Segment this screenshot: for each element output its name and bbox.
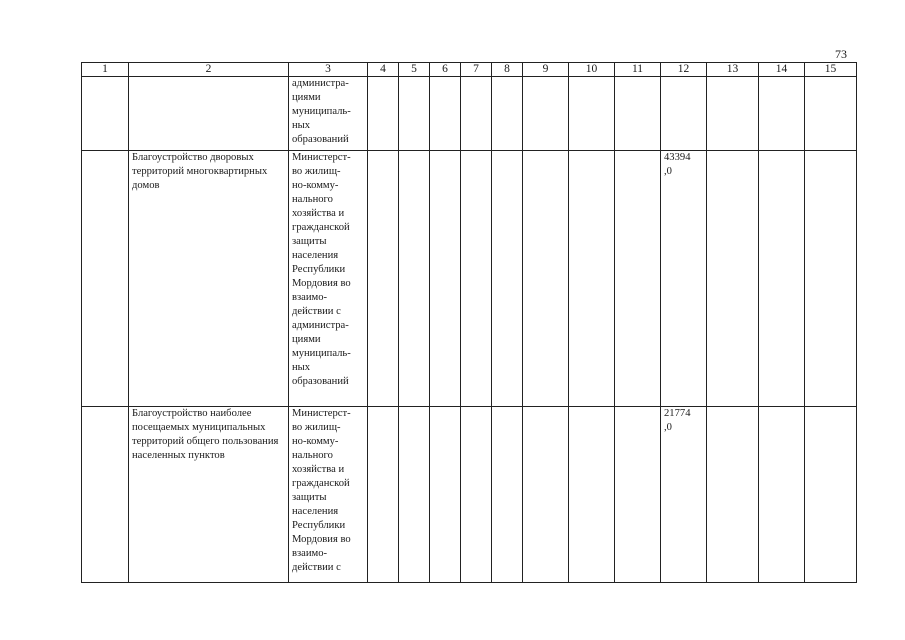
measure-name: Благоустройство наиболее посещаемых муниципальных территорий общего пользования населенных пунктов — [129, 407, 289, 583]
page-number: 73 — [835, 47, 847, 61]
col-header-15: 15 — [805, 63, 857, 77]
col-header-9: 9 — [523, 63, 569, 77]
col-header-13: 13 — [707, 63, 759, 77]
responsible-executor: Министерст- во жилищ- но-комму- нального хозяйства и гражданской защиты населения Республики Мордовия во взаимо- действии с администра- циями муниципаль- ных образований — [289, 151, 368, 407]
responsible-executor: Министерст- во жилищ- но-комму- нального хозяйства и гражданской защиты населения Республики Мордовия во взаимо- действии с — [289, 407, 368, 583]
column-number-row — [82, 63, 857, 77]
responsible-executor: администра- циями муниципаль- ных образований — [289, 77, 368, 151]
col-header-10: 10 — [569, 63, 615, 77]
col-header-8: 8 — [492, 63, 523, 77]
funding-value: 21774 ,0 — [661, 407, 707, 583]
col-header-3: 3 — [289, 63, 368, 77]
col-header-11: 11 — [615, 63, 661, 77]
col-header-6: 6 — [430, 63, 461, 77]
table-row — [82, 407, 857, 583]
program-table — [81, 62, 857, 583]
table-row — [82, 77, 857, 151]
col-header-12: 12 — [661, 63, 707, 77]
col-header-5: 5 — [399, 63, 430, 77]
col-header-2: 2 — [129, 63, 289, 77]
col-header-4: 4 — [368, 63, 399, 77]
col-header-1: 1 — [82, 63, 129, 77]
table-row — [82, 151, 857, 407]
funding-value: 43394 ,0 — [661, 151, 707, 407]
measure-name: Благоустройство дворовых территорий многоквартирных домов — [129, 151, 289, 407]
col-header-7: 7 — [461, 63, 492, 77]
measure-name — [129, 77, 289, 151]
col-header-14: 14 — [759, 63, 805, 77]
